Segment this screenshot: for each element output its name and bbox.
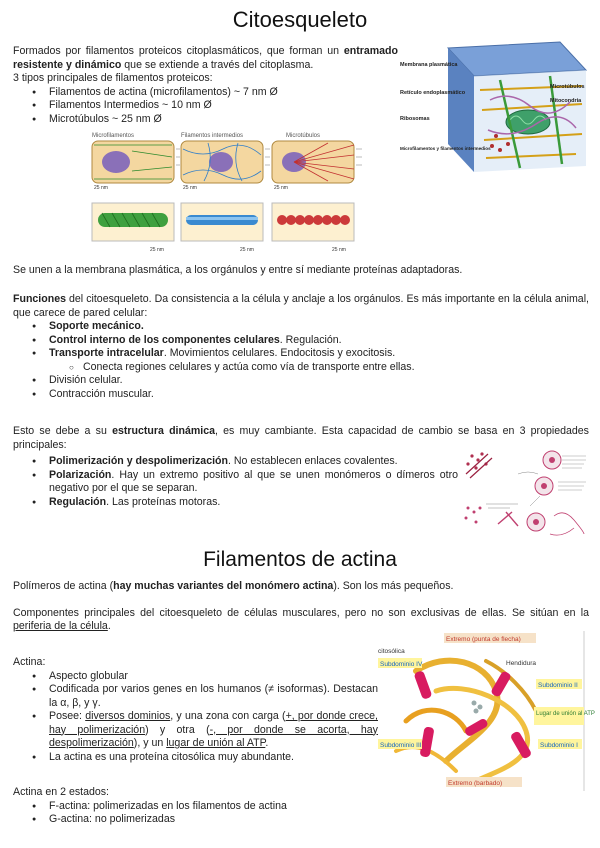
actina-paragraph-2 xyxy=(13,607,589,634)
item-bold: Polimerización y despolimerización xyxy=(49,455,228,467)
funciones-paragraph xyxy=(13,293,589,320)
cell-label: Membrana plasmática xyxy=(400,62,458,68)
list-item xyxy=(13,496,458,510)
funciones-bold: Funciones xyxy=(13,293,66,305)
filament-label: Microfilamentos xyxy=(92,133,135,139)
cell-cytoskeleton-figure xyxy=(400,40,588,178)
intro-text-a: Formados por filamentos proteicos citoplasmáticos, que forman un xyxy=(13,45,344,57)
dinamica-text-c: , es muy cambiante. Esta capacidad de cambio se basa en 3 propiedades principales: xyxy=(13,425,589,451)
list-item xyxy=(13,455,458,469)
actina-intro xyxy=(13,580,589,634)
item-underline: +, por donde crece, hay polimerización xyxy=(49,710,378,736)
filament-label: Microtúbulos xyxy=(286,133,321,139)
intro-bold: entramado resistente y dinámico xyxy=(13,45,398,71)
scale-label: 25 nm xyxy=(274,185,288,191)
list-item xyxy=(13,334,589,348)
actin-label: Subdominio IV xyxy=(380,661,423,668)
actin-label: Extremo (punta de flecha) xyxy=(446,636,521,643)
item-text: . Regulación. xyxy=(279,333,342,346)
list-item xyxy=(13,710,378,751)
item-underline: -, por donde se acorta, hay despolimerización xyxy=(49,723,378,749)
page-title: Citoesqueleto xyxy=(232,7,368,32)
estados-section xyxy=(13,786,433,827)
cell-label: Mitocondria xyxy=(550,98,582,104)
item-bold: Soporte mecánico. xyxy=(49,320,144,332)
list-item: ● Codificada por varios genes en los humanos (≠ isoformas). Destacan la α, β, y γ. xyxy=(13,683,378,710)
dinamica-list xyxy=(13,455,458,509)
scale-label: 25 nm xyxy=(332,247,346,253)
funciones-list xyxy=(13,320,589,401)
section-title: Filamentos de actina xyxy=(203,548,397,571)
item-bold: Polarización xyxy=(49,468,112,481)
item-text: . Las proteínas motoras. xyxy=(106,495,221,508)
estados-list xyxy=(13,800,433,827)
list-item: ● Filamentos Intermedios ~ 10 nm Ø xyxy=(13,99,398,113)
list-item xyxy=(13,347,589,361)
cell-label: Ribosomas xyxy=(400,116,430,122)
item-bold: Transporte intracelular xyxy=(49,347,164,359)
actin-label: Lugar de unión al ATP xyxy=(536,711,595,717)
item-bold: Regulación xyxy=(49,495,107,508)
item-text: ) y otra ( xyxy=(145,723,210,736)
filament-types-figure xyxy=(88,131,364,255)
scale-label: 25 nm xyxy=(150,247,164,253)
list-item: ● F-actina: polimerizadas en los filamentos de actina xyxy=(13,800,433,814)
actin-label: Subdominio II xyxy=(538,682,578,689)
actina-text-c: ). Son los más pequeños. xyxy=(333,580,454,592)
intro-section xyxy=(13,45,398,126)
dinamica-text-a: Esto se debe a su xyxy=(13,425,113,437)
actin-label: Subdominio III xyxy=(380,742,422,749)
intro-paragraph xyxy=(13,45,398,72)
membrane-paragraph: Se unen a la membrana plasmática, a los orgánulos y entre sí mediante proteínas adaptadoras. xyxy=(13,264,463,276)
item-text: . Hay un extremo positivo al que se unen monómeros o dímeros otro negativo por el que se separan. xyxy=(49,468,458,494)
funciones-section xyxy=(13,293,589,401)
actina-bold: hay muchas variantes del monómero actina xyxy=(113,580,334,592)
list-item: ● Microtúbulos ~ 25 nm Ø xyxy=(13,113,398,127)
funciones-text: del citoesqueleto. Da consistencia a la célula y anclaje a los orgánulos. Es más importante en la célula animal, que carece de pared celular: xyxy=(13,293,589,319)
intro-text-c: que se extiende a través del citoplasma. xyxy=(121,58,314,71)
filament-list xyxy=(13,86,398,127)
actina-section xyxy=(13,656,378,764)
cell-label: Microfilamentos y filamentos intermedios xyxy=(400,146,491,151)
actina-label: Actina: xyxy=(13,656,46,668)
polymerization-figure xyxy=(458,446,590,546)
item-bold: Control interno de los componentes celulares xyxy=(49,333,280,346)
item-underline: lugar de unión al ATP xyxy=(166,737,266,749)
actina-text: Componentes principales del citoesqueleto de células musculares, pero no son exclusivas de ellas. Se sitúan en la xyxy=(13,606,589,619)
item-underline: diversos dominios xyxy=(85,710,171,722)
list-item: ● Aspecto globular xyxy=(13,670,378,684)
actin-label: citosólica xyxy=(378,648,405,655)
filament-label: Filamentos intermedios xyxy=(181,133,244,139)
sub-list-item: ○ Conecta regiones celulares y actúa como vía de transporte entre ellas. xyxy=(13,361,589,375)
actin-label: Extremo (barbado) xyxy=(448,780,503,787)
item-text: . xyxy=(265,737,269,749)
actin-label: Subdominio I xyxy=(540,742,578,749)
actin-label: Hendidura xyxy=(506,660,536,667)
item-text: ), y un xyxy=(133,737,167,749)
actina-text-a: Polímeros de actina ( xyxy=(13,580,114,592)
list-item: ● Contracción muscular. xyxy=(13,388,589,402)
item-text: , y una zona con carga ( xyxy=(170,710,286,722)
list-item xyxy=(13,320,589,334)
list-item xyxy=(13,469,458,496)
scale-label: 25 nm xyxy=(94,185,108,191)
scale-label: 25 nm xyxy=(183,185,197,191)
item-text: Posee: xyxy=(49,710,86,722)
list-item: ● La actina es una proteína citosólica muy abundante. xyxy=(13,751,378,765)
item-text: . Movimientos celulares. Endocitosis y exocitosis. xyxy=(163,347,396,359)
actin-monomer-figure xyxy=(376,631,595,791)
actina-underline: periferia de la célula xyxy=(13,620,108,632)
list-item: ● G-actina: no polimerizadas xyxy=(13,813,433,827)
actina-paragraph-1 xyxy=(13,580,589,594)
list-item: ● Filamentos de actina (microfilamentos) ~ 7 nm Ø xyxy=(13,86,398,100)
cell-label: Retículo endoplasmático xyxy=(400,90,466,96)
estados-label: Actina en 2 estados: xyxy=(13,786,109,798)
actina-list xyxy=(13,670,378,765)
item-text: . No establecen enlaces covalentes. xyxy=(227,455,398,467)
intro-types: 3 tipos principales de filamentos proteicos: xyxy=(13,72,213,84)
actina-text: . xyxy=(107,620,111,632)
scale-label: 25 nm xyxy=(240,247,254,253)
cell-label: Microtúbulos xyxy=(550,84,585,90)
dinamica-bold: estructura dinámica xyxy=(112,425,215,437)
list-item: ● División celular. xyxy=(13,374,589,388)
